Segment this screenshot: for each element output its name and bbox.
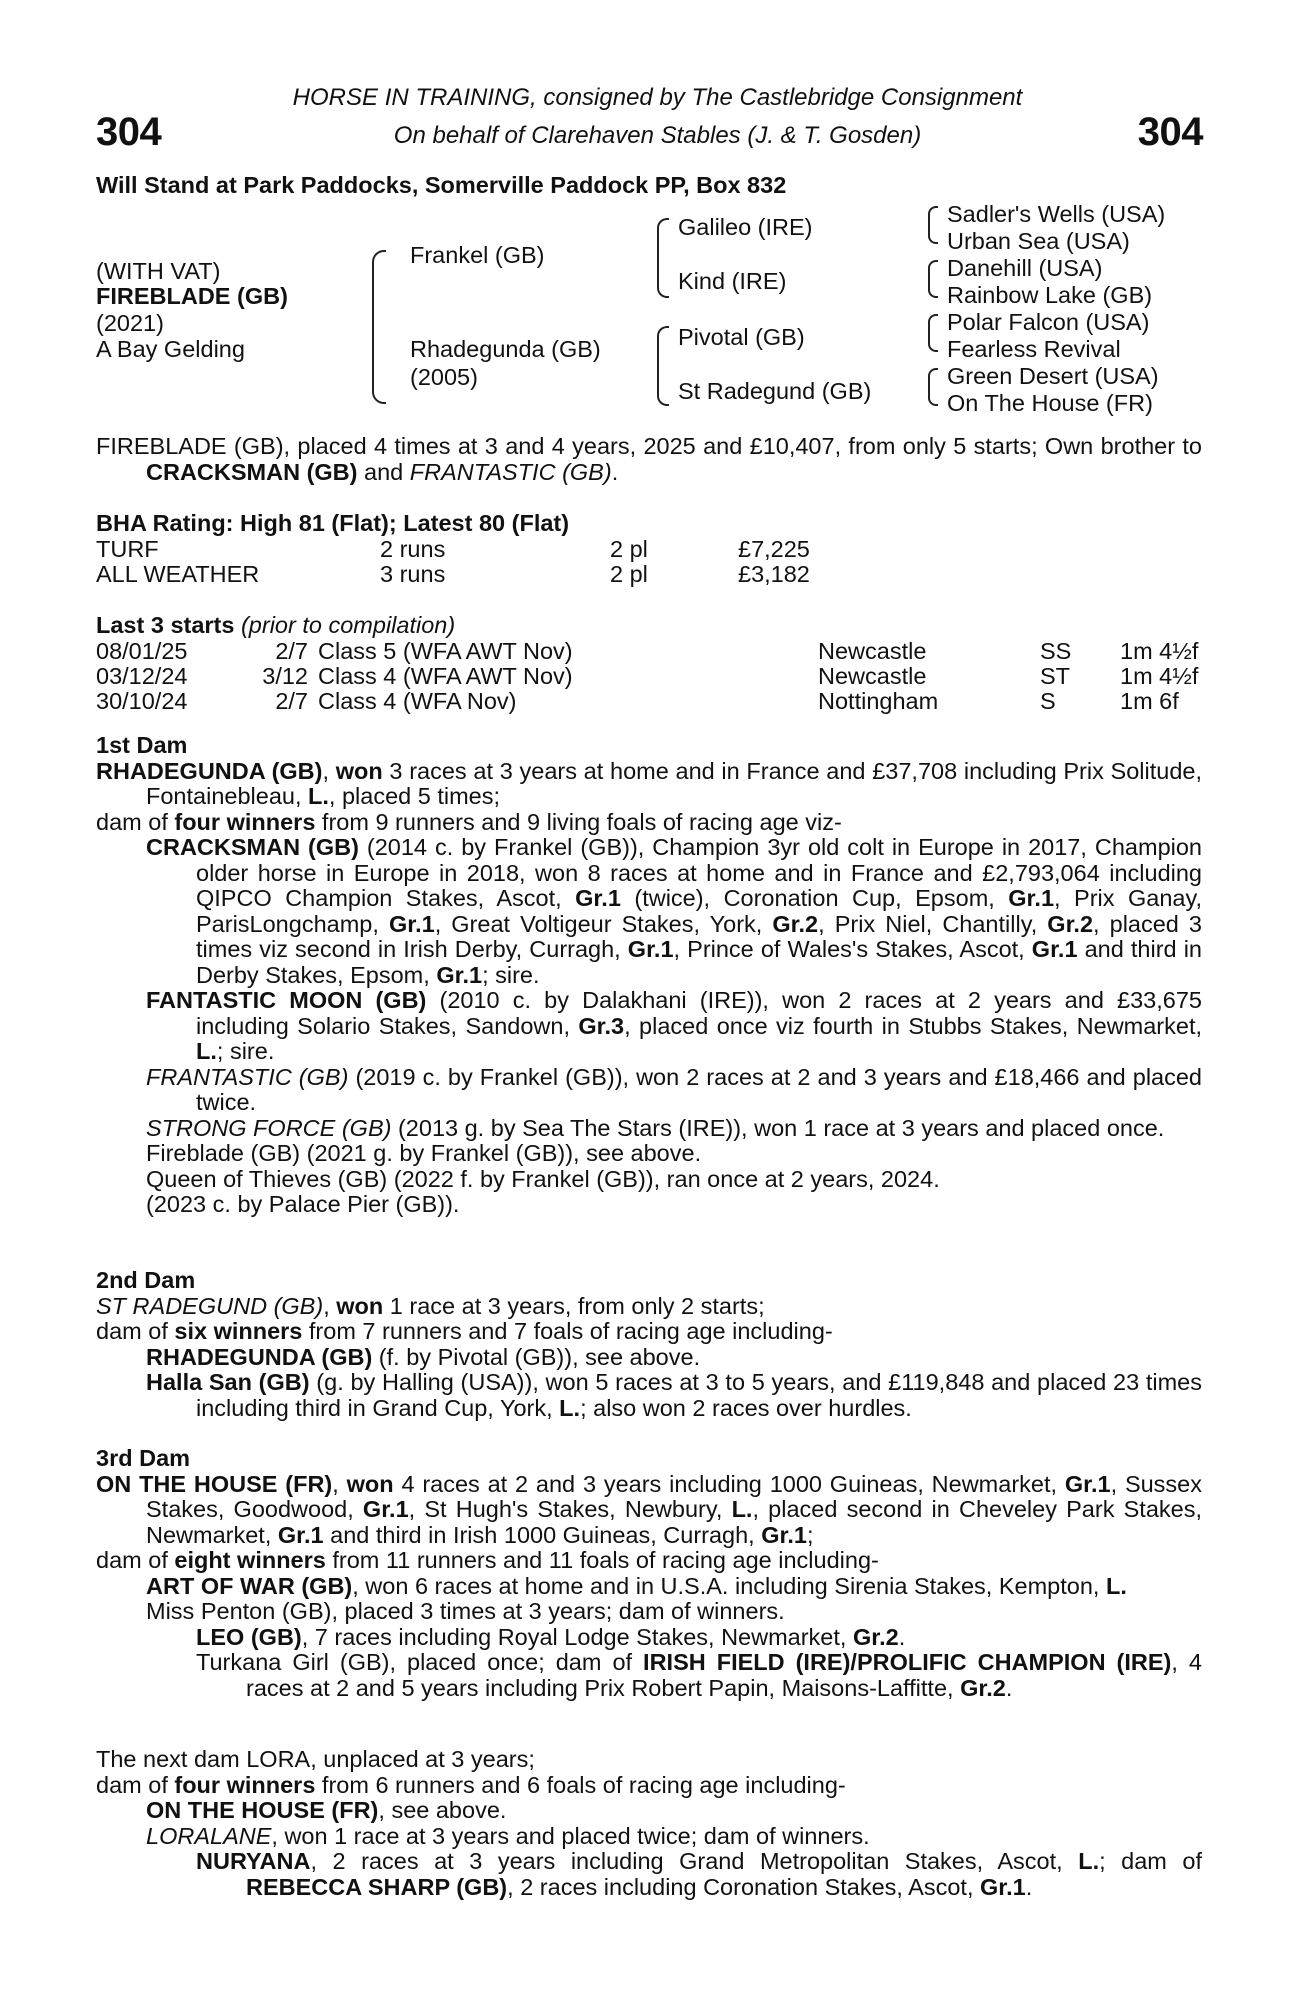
start-going: ST [1040,663,1071,689]
pedigree-sdd: Rainbow Lake (GB) [947,282,1153,308]
rating-placed: 2 pl [610,561,648,587]
horse-name: FIREBLADE (GB) [96,283,288,309]
pedigree-dds: Green Desert (USA) [947,363,1159,389]
rating-surface: ALL WEATHER [96,561,260,587]
pedigree-dam-year: (2005) [410,364,478,390]
start-course: Newcastle [818,663,927,689]
start-position: 2/7 [275,688,308,714]
pedigree-brace-3a [928,206,938,244]
rating-placed: 2 pl [610,536,648,562]
start-position: 2/7 [275,638,308,664]
first-dam-heading: 1st Dam [96,732,188,758]
start-course: Newcastle [818,638,927,664]
start-distance: 1m 4½f [1120,663,1199,689]
pedigree-dam-sire: Pivotal (GB) [678,324,805,350]
horse-year: (2021) [96,310,164,336]
start-date: 03/12/24 [96,663,188,689]
rating-runs: 3 runs [380,561,446,587]
horse-description: A Bay Gelding [96,336,245,362]
lot-number-left: 304 [96,110,162,154]
pedigree-brace-dam [657,326,669,406]
summary-paragraph: FIREBLADE (GB), placed 4 times at 3 and 4 years, 2025 and £10,407, from only 5 starts; Own brother to CRACKSMAN (GB) and FRANTASTIC (GB). [96,433,1203,485]
pedigree-sss: Sadler's Wells (USA) [947,201,1166,227]
start-distance: 1m 6f [1120,688,1179,714]
first-dam-section: 1st Dam RHADEGUNDA (GB), won 3 races at 3 years at home and in France and £37,708 including Prix Solitude, Fontainebleau, L., placed 5 times; dam of four winners from 9 runners and 9 living foals of racing age viz- CRACKSMAN (GB) (2014 c. by Frankel (GB)), Champion 3yr old colt in Europe in 2017, Champion older horse in Europe in 2018, won 8 races at home and in France and £2,793,064 including QIPCO Champion Stakes, Ascot, Gr.1 (twice), Coronation Cup, Epsom, Gr.1, Prix Ganay, ParisLongchamp, Gr.1, Great Voltigeur Stakes, York, Gr.2, Prix Niel, Chantilly, Gr.2, placed 3 times viz second in Irish Derby, Curragh, Gr.1, Prince of Wales's Stakes, Ascot, Gr.1 and third in Derby Stakes, Epsom, Gr.1; sire. FANTASTIC MOON (GB) (2010 c. by Dalakhani (IRE)), won 2 races at 2 years and £33,675 including Solario Stakes, Sandown, Gr.3, placed once viz fourth in Stubbs Stakes, Newmarket, L.; sire. FRANTASTIC (GB) (2019 c. by Frankel (GB)), won 2 races at 2 and 3 years and £18,466 and placed twice. STRONG FORCE (GB) (2013 g. by Sea The Stars (IRE)), won 1 race at 3 years and placed once. Fireblade (GB) (2021 g. by Frankel (GB)), see above. Queen of Thieves (GB) (2022 f. by Frankel (GB)), ran once at 2 years, 2024. (2023 c. by Palace Pier (GB)). [96,732,1203,1217]
pedigree-sire: Frankel (GB) [410,242,545,268]
pedigree-ddd: On The House (FR) [947,390,1153,416]
bha-rating-title: BHA Rating: High 81 (Flat); Latest 80 (Flat) [96,510,570,536]
vendor-line: On behalf of Clarehaven Stables (J. & T. Gosden) [393,122,922,149]
start-going: SS [1040,638,1072,664]
start-race: Class 5 (WFA AWT Nov) [318,638,573,664]
lot-number-right: 304 [1137,110,1203,154]
pedigree-brace-3d [928,368,938,406]
pedigree-dam: Rhadegunda (GB) [410,336,601,362]
start-going: S [1040,688,1056,714]
pedigree-brace-sire [657,218,669,298]
start-course: Nottingham [818,688,939,714]
rating-prize: £7,225 [738,536,810,562]
pedigree-dam-dam: St Radegund (GB) [678,378,872,404]
start-race: Class 4 (WFA AWT Nov) [318,663,573,689]
pedigree-brace-3c [928,314,938,352]
start-distance: 1m 4½f [1120,638,1199,664]
start-race: Class 4 (WFA Nov) [318,688,517,714]
rating-runs: 2 runs [380,536,446,562]
start-date: 30/10/24 [96,688,188,714]
pedigree-dss: Polar Falcon (USA) [947,309,1150,335]
third-dam-heading: 3rd Dam [96,1445,191,1471]
pedigree-sire-dam: Kind (IRE) [678,268,787,294]
pedigree-dsd: Fearless Revival [947,336,1121,362]
pedigree-sds: Danehill (USA) [947,255,1103,281]
last-starts-title: Last 3 starts (prior to compilation) [96,612,456,638]
pedigree-brace-3b [928,260,938,298]
rating-prize: £3,182 [738,561,810,587]
pedigree-brace-gen1 [372,250,386,404]
consignor-line: HORSE IN TRAINING, consigned by The Castlebridge Consignment [292,84,1023,111]
next-dam-section: The next dam LORA, unplaced at 3 years; dam of four winners from 6 runners and 6 foals of racing age including- ON THE HOUSE (FR), see above. LORALANE, won 1 race at 3 years and placed twice; dam of winners. NURYANA, 2 races at 3 years including Grand Metropolitan Stakes, Ascot, L.; dam of REBECCA SHARP (GB), 2 races including Coronation Stakes, Ascot, Gr.1. [96,1746,1202,1900]
start-date: 08/01/25 [96,638,188,664]
stand-location: Will Stand at Park Paddocks, Somerville Paddock PP, Box 832 [96,172,787,198]
pedigree-sire-sire: Galileo (IRE) [678,214,813,240]
third-dam-section: 3rd Dam ON THE HOUSE (FR), won 4 races at 2 and 3 years including 1000 Guineas, Newmarket, Gr.1, Sussex Stakes, Goodwood, Gr.1, St Hugh's Stakes, Newbury, L., placed second in Cheveley Park Stakes, Newmarket, Gr.1 and third in Irish 1000 Guineas, Curragh, Gr.1; dam of eight winners from 11 runners and 11 foals of racing age including- ART OF WAR (GB), won 6 races at home and in U.S.A. including Sirenia Stakes, Kempton, L. Miss Penton (GB), placed 3 times at 3 years; dam of winners. LEO (GB), 7 races including Royal Lodge Stakes, Newmarket, Gr.2. Turkana Girl (GB), placed once; dam of IRISH FIELD (IRE)/PROLIFIC CHAMPION (IRE), 4 races at 2 and 5 years including Prix Robert Papin, Maisons-Laffitte, Gr.2. [96,1445,1203,1701]
second-dam-heading: 2nd Dam [96,1267,196,1293]
vat-label: (WITH VAT) [96,258,221,284]
pedigree-ssd: Urban Sea (USA) [947,228,1130,254]
second-dam-section: 2nd Dam ST RADEGUND (GB), won 1 race at 3 years, from only 2 starts; dam of six winners from 7 runners and 7 foals of racing age including- RHADEGUNDA (GB) (f. by Pivotal (GB)), see above. Halla San (GB) (g. by Halling (USA)), won 5 races at 3 to 5 years, and £119,848 and placed 23 times including third in Grand Cup, York, L.; also won 2 races over hurdles. [96,1267,1202,1421]
rating-surface: TURF [96,536,159,562]
start-position: 3/12 [262,663,308,689]
